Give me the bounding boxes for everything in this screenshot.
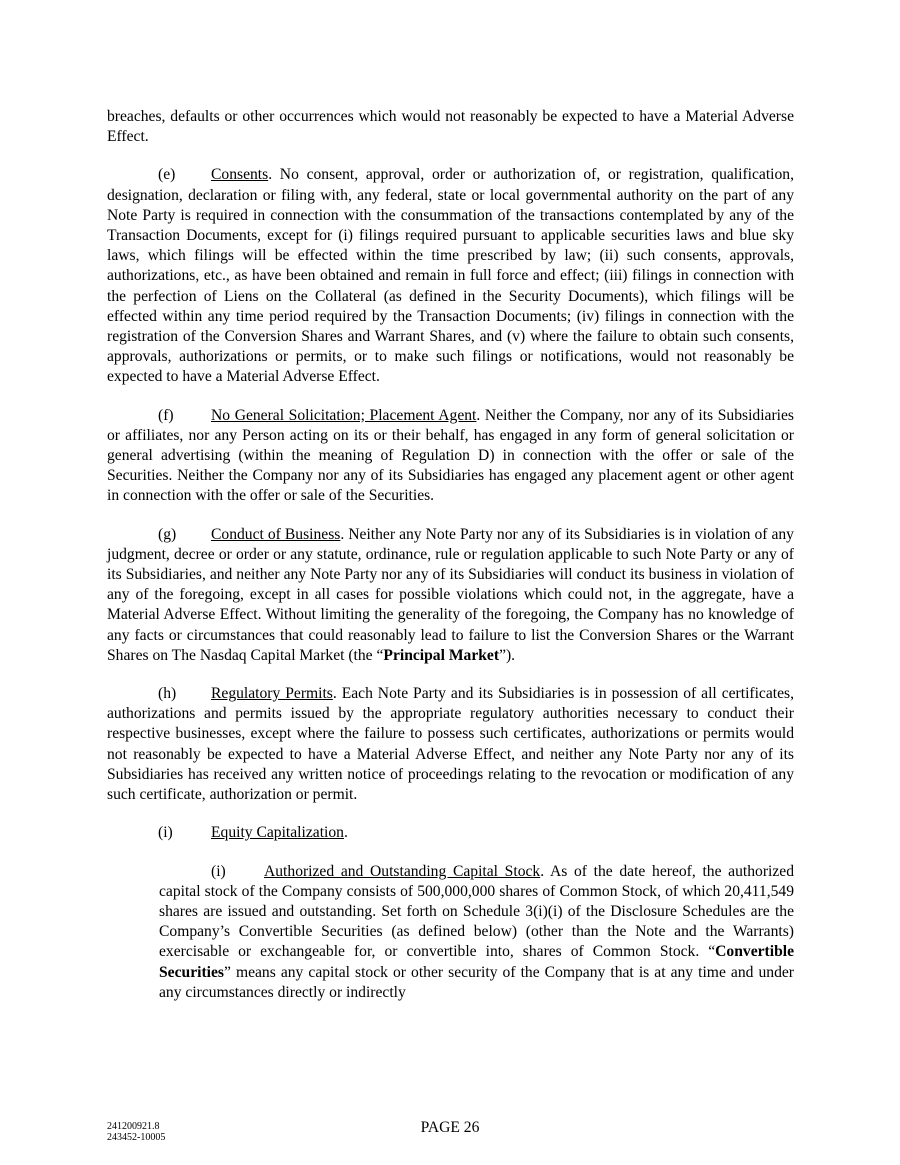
section-f-label: (f) — [158, 406, 174, 424]
section-f — [107, 406, 794, 507]
section-i-i-text: . As of the date hereof, the authorized capital stock of the Company consists of 500,000,000 shares of Common Stock, of which 20,411,549 shares are issued and outstanding. Set forth on Schedule 3(i)(i) of the Disclosure Schedules are the Company’s Convertible Securities (as defined below) (other than the Note and the Warrants) exercisable or exchangeable for, or convertible into, shares of Common Stock. “ — [159, 862, 794, 961]
section-h-heading: Regulatory Permits — [211, 685, 333, 703]
section-g-text: . Neither any Note Party nor any of its Subsidiaries is in violation of any judgment, decree or order or any statute, ordinance, rule or regulation applicable to such Note Party or any of its Subsidiaries, and neither any Note Party nor any of its Subsidiaries will conduct its business in violation of any of the foregoing, except in all cases for possible violations which could not, in the aggregate, have a Material Adverse Effect. Without limiting the generality of the foregoing, the Company has no knowledge of any facts or circumstances that could reasonably lead to failure to list the Conversion Shares or the Warrant Shares on The Nasdaq Capital Market (the “ — [107, 525, 794, 664]
section-e-label: (e) — [158, 166, 176, 184]
section-g-label: (g) — [158, 525, 177, 543]
section-h — [107, 684, 794, 805]
section-h-label: (h) — [158, 685, 177, 703]
footer-doc-id-2: 243452-10005 — [107, 1132, 166, 1143]
section-i-i — [159, 862, 794, 1003]
section-i-heading: Equity Capitalization — [211, 824, 344, 842]
section-g-defined-term: Principal Market — [383, 646, 500, 664]
intro-paragraph — [107, 107, 794, 147]
section-g-tail: ”). — [499, 646, 516, 664]
section-i-i-defined-term: Convertible Securities — [159, 943, 794, 981]
document-body — [107, 107, 794, 1021]
section-i-tail: . — [343, 824, 348, 842]
intro-text: breaches, defaults or other occurrences which would not reasonably be expected to have a Material Adverse Effect. — [107, 108, 794, 146]
section-i-i-tail: ” means any capital stock or other security of the Company that is at any time and under any circumstances directly or indirectly — [159, 963, 794, 1001]
section-i-i-heading: Authorized and Outstanding Capital Stock — [264, 862, 541, 880]
section-h-text: . Each Note Party and its Subsidiaries is in possession of all certificates, authorizations and permits issued by the appropriate regulatory authorities necessary to conduct their respective businesses, except where the failure to possess such certificates, authorizations or permits would not reasonably be expected to have a Material Adverse Effect, and neither any Note Party nor any of its Subsidiaries has received any written notice of proceedings relating to the revocation or modification of any such certificate, authorization or permit. — [107, 685, 794, 804]
page-number: PAGE 26 — [420, 1119, 480, 1136]
section-i-label: (i) — [158, 824, 173, 842]
section-f-text: . Neither the Company, nor any of its Subsidiaries or affiliates, nor any Person acting on its or their behalf, has engaged in any form of general solicitation or general advertising (within the meaning of Regulation D) in connection with the offer or sale of the Securities. Neither the Company nor any of its Subsidiaries has engaged any placement agent or other agent in connection with the offer or sale of the Securities. — [107, 406, 794, 505]
section-e-text: . No consent, approval, order or authorization of, or registration, qualification, designation, declaration or filing with, any federal, state or local governmental authority on the part of any Note Party is required in connection with the consummation of the transactions contemplated by any of the Transaction Documents, except for (i) filings required pursuant to applicable securities laws and blue sky laws, which filings will be effected within the time prescribed by law; (ii) such consents, approvals, authorizations, etc., as have been obtained and remain in full force and effect; (iii) filings in connection with the perfection of Liens on the Collateral (as defined in the Security Documents), which filings will be effected within any time period required by the Transaction Documents; (iv) filings in connection with the registration of the Conversion Shares and Warrant Shares, and (v) where the failure to obtain such consents, approvals, authorizations or permits, or to make such filings or notifications, would not reasonably be expected to have a Material Adverse Effect. — [107, 166, 794, 386]
section-i — [158, 823, 794, 843]
footer-doc-id-1: 241200921.8 — [107, 1121, 160, 1132]
section-e — [107, 165, 794, 387]
section-g-heading: Conduct of Business — [211, 525, 341, 543]
section-i-i-label: (i) — [211, 862, 226, 880]
section-g — [107, 525, 794, 666]
section-f-heading: No General Solicitation; Placement Agent — [211, 406, 477, 424]
section-e-heading: Consents — [211, 166, 269, 184]
